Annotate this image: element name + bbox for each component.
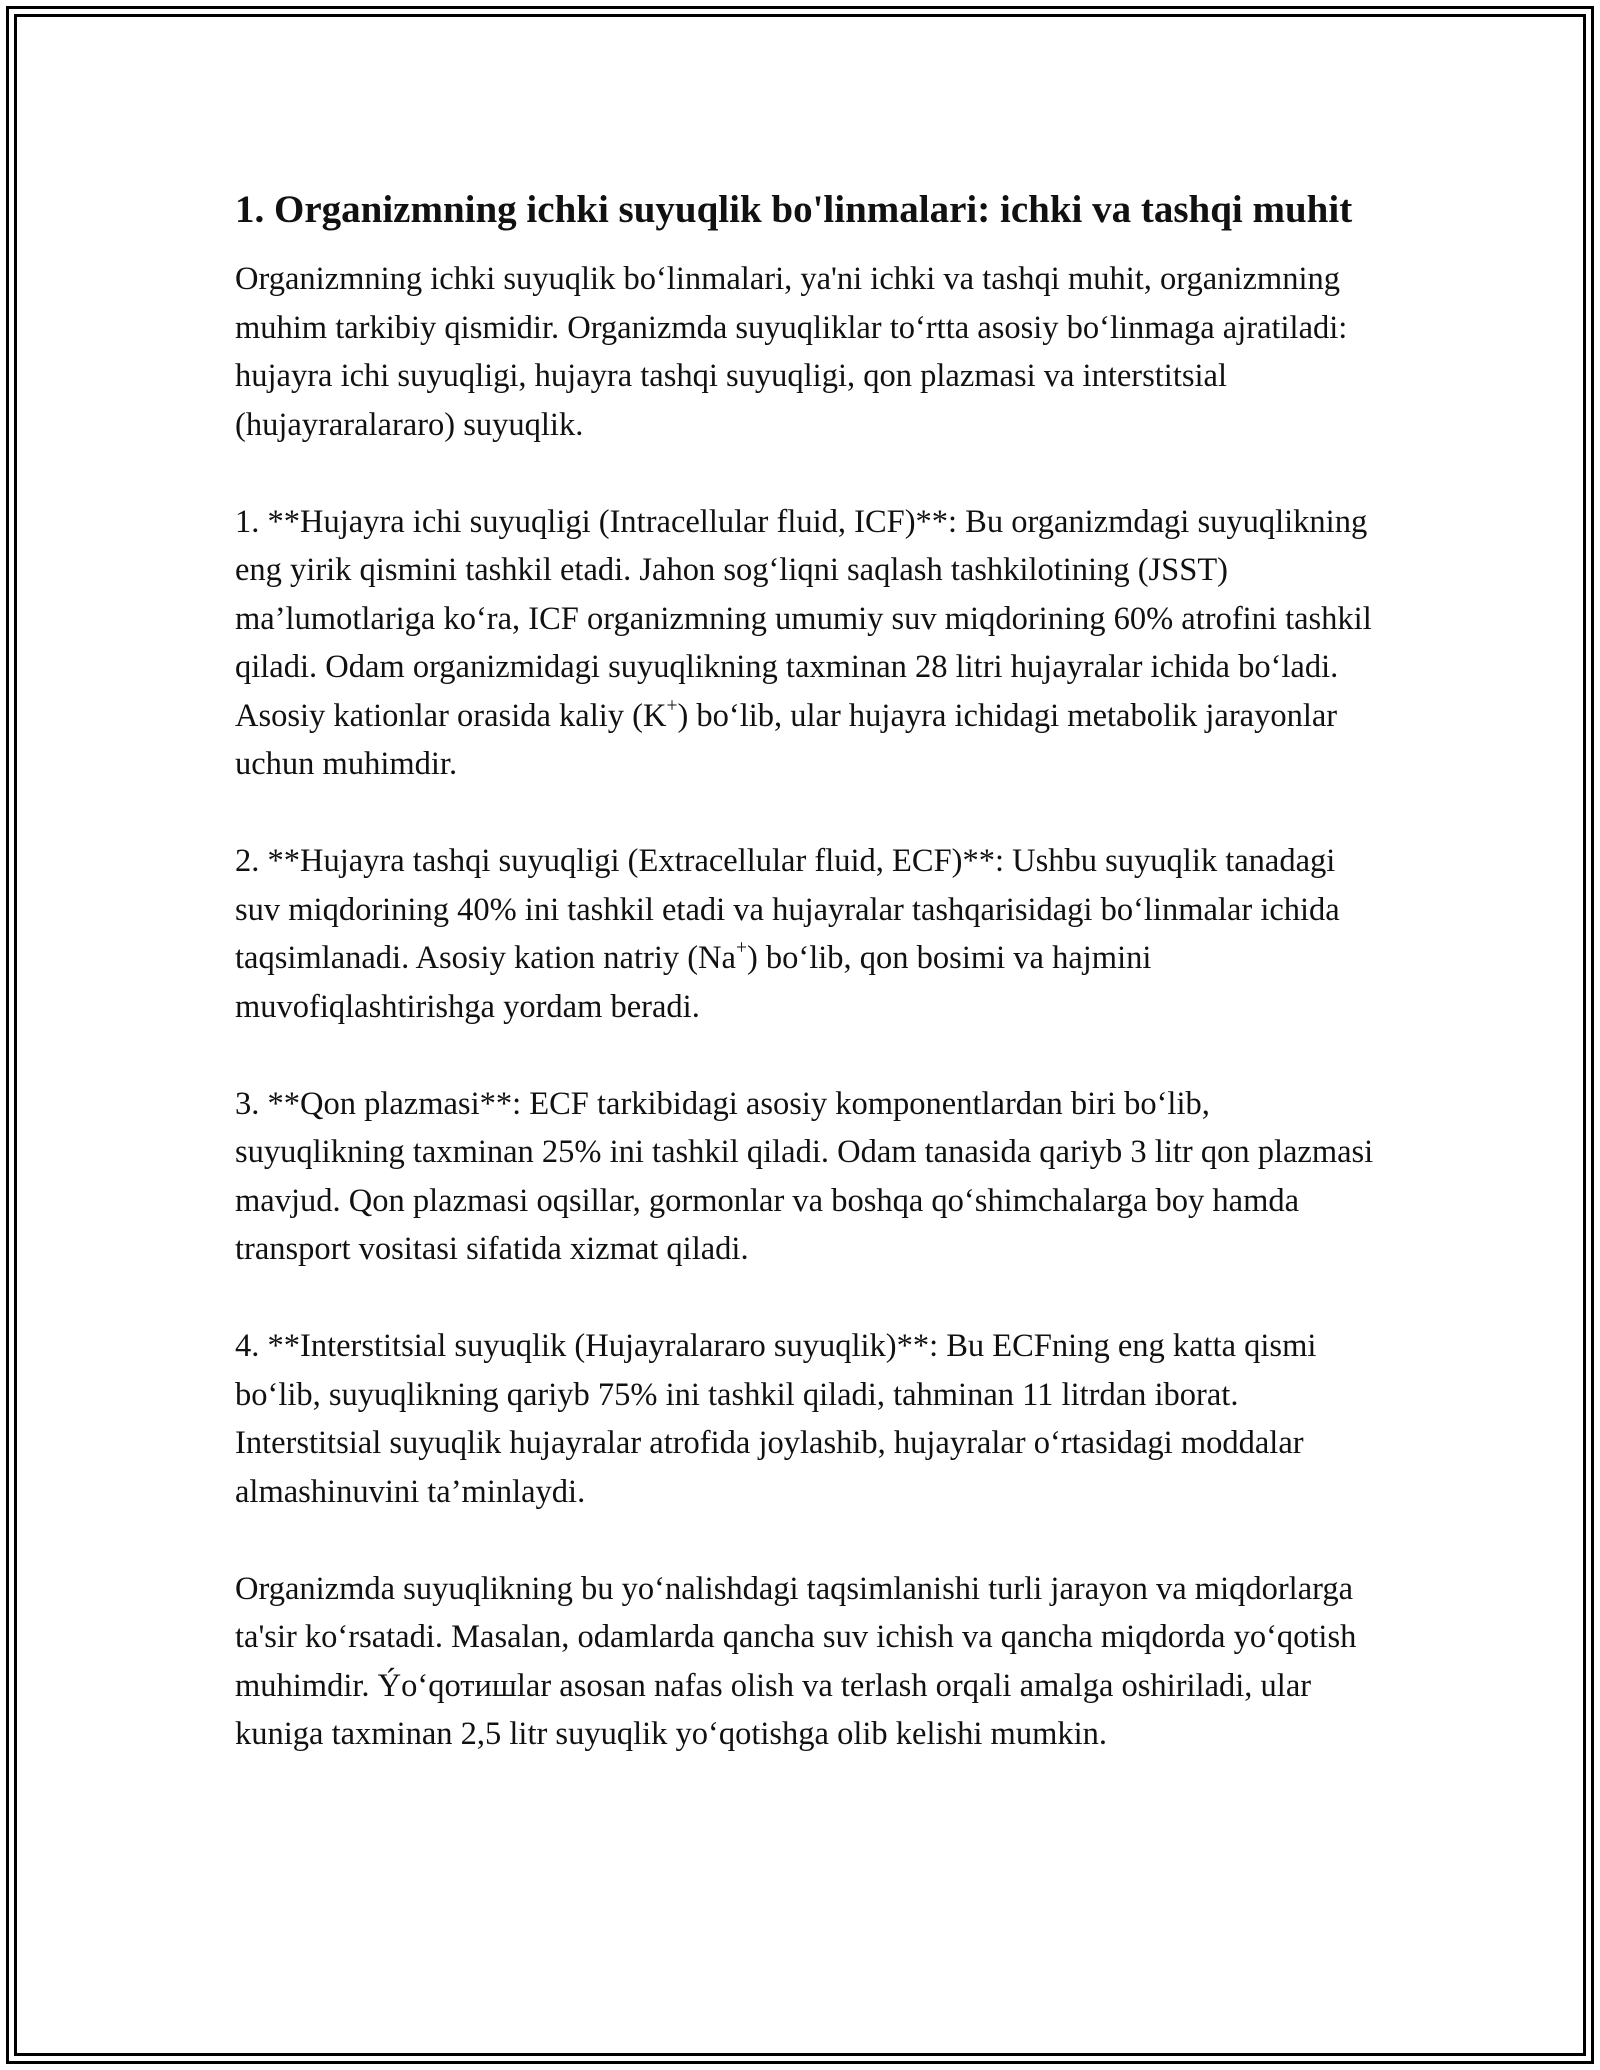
intro-paragraph: Organizmning ichki suyuqlik bo‘linmalari, ya'ni ichki va tashqi muhit, organizmning muhim tarkibiy qismidir. Organizmda suyuqliklar to‘rtta asosiy bo‘linmaga ajratiladi: hujayra ichi suyuqligi, hujayra tashqi suyuqligi, qon plazmasi va interstitsial (hujayraralararo) suyuqlik.: [235, 261, 1348, 443]
conclusion-paragraph: Organizmda suyuqlikning bu yo‘nalishdagi taqsimlanishi turli jarayon va miqdorlarga ta'sir ko‘rsatadi. Masalan, odamlarda qancha suv ichish va qancha miqdorda yo‘qotish muhimdir. Ýo‘qотишlar asosan nafas olish va terlash orqali amalga oshiriladi, ular kuniga taxminan 2,5 litr suyuqlik yo‘qotishga olib kelishi mumkin.: [235, 1570, 1357, 1752]
list-item-ecf: [235, 837, 1385, 1031]
list-item-ecf-text: 2. **Hujayra tashqi suyuqligi (Extracellular fluid, ECF)**: Ushbu suyuqlik tanadagi suv miqdorining 40% ini tashkil etadi va hujayralar tashqarisidagi bo‘linmalar ichida taqsimlanadi. Asosiy kation natriy (Na: [235, 843, 1340, 976]
sodium-charge: +: [735, 937, 747, 959]
list-item-plasma: 3. **Qon plazmasi**: ECF tarkibidagi asosiy komponentlardan biri bo‘lib, suyuqlikning taxminan 25% ini tashkil qiladi. Odam tanasida qariyb 3 litr qon plazmasi mavjud. Qon plazmasi oqsillar, gormonlar va boshqa qo‘shimchalarga boy hamda transport vositasi sifatida xizmat qiladi.: [235, 1085, 1374, 1267]
potassium-charge: +: [666, 694, 678, 716]
list-item-icf-text: 1. **Hujayra ichi suyuqligi (Intracellular fluid, ICF)**: Bu organizmdagi suyuqlikning eng yirik qismini tashkil etadi. Jahon sog‘liqni saqlash tashkilotining (JSST) ma’lumotlariga ko‘ra, ICF organizmning umumiy suv miqdorining 60% atrofini tashkil qiladi. Odam organizmidagi suyuqlikning taxminan 28 litri hujayralar ichida bo‘ladi. Asosiy kationlar orasida kaliy (K: [235, 503, 1372, 734]
list-item-icf: [235, 498, 1385, 789]
list-item-ecf-text-end: ) bo‘lib, qon bosimi va hajmini muvofiqlashtirishga yordam beradi.: [235, 940, 1152, 1025]
list-item-interstitial: 4. **Interstitsial suyuqlik (Hujayralararo suyuqlik)**: Bu ECFning eng katta qismi bo‘lib, suyuqlikning qariyb 75% ini tashkil qiladi, tahminan 11 litrdan iborat. Interstitsial suyuqlik hujayralar atrofida joylashib, hujayralar o‘rtasidagi moddalar almashinuvini ta’minlaydi.: [235, 1328, 1317, 1510]
document-title: 1. Organizmning ichki suyuqlik bo'linmalari: ichki va tashqi muhit: [235, 188, 1353, 231]
list-item-icf-text-end: ) bo‘lib, ular hujayra ichidagi metabolik jarayonlar uchun muhimdir.: [235, 697, 1338, 782]
document-body: [235, 183, 1385, 1759]
